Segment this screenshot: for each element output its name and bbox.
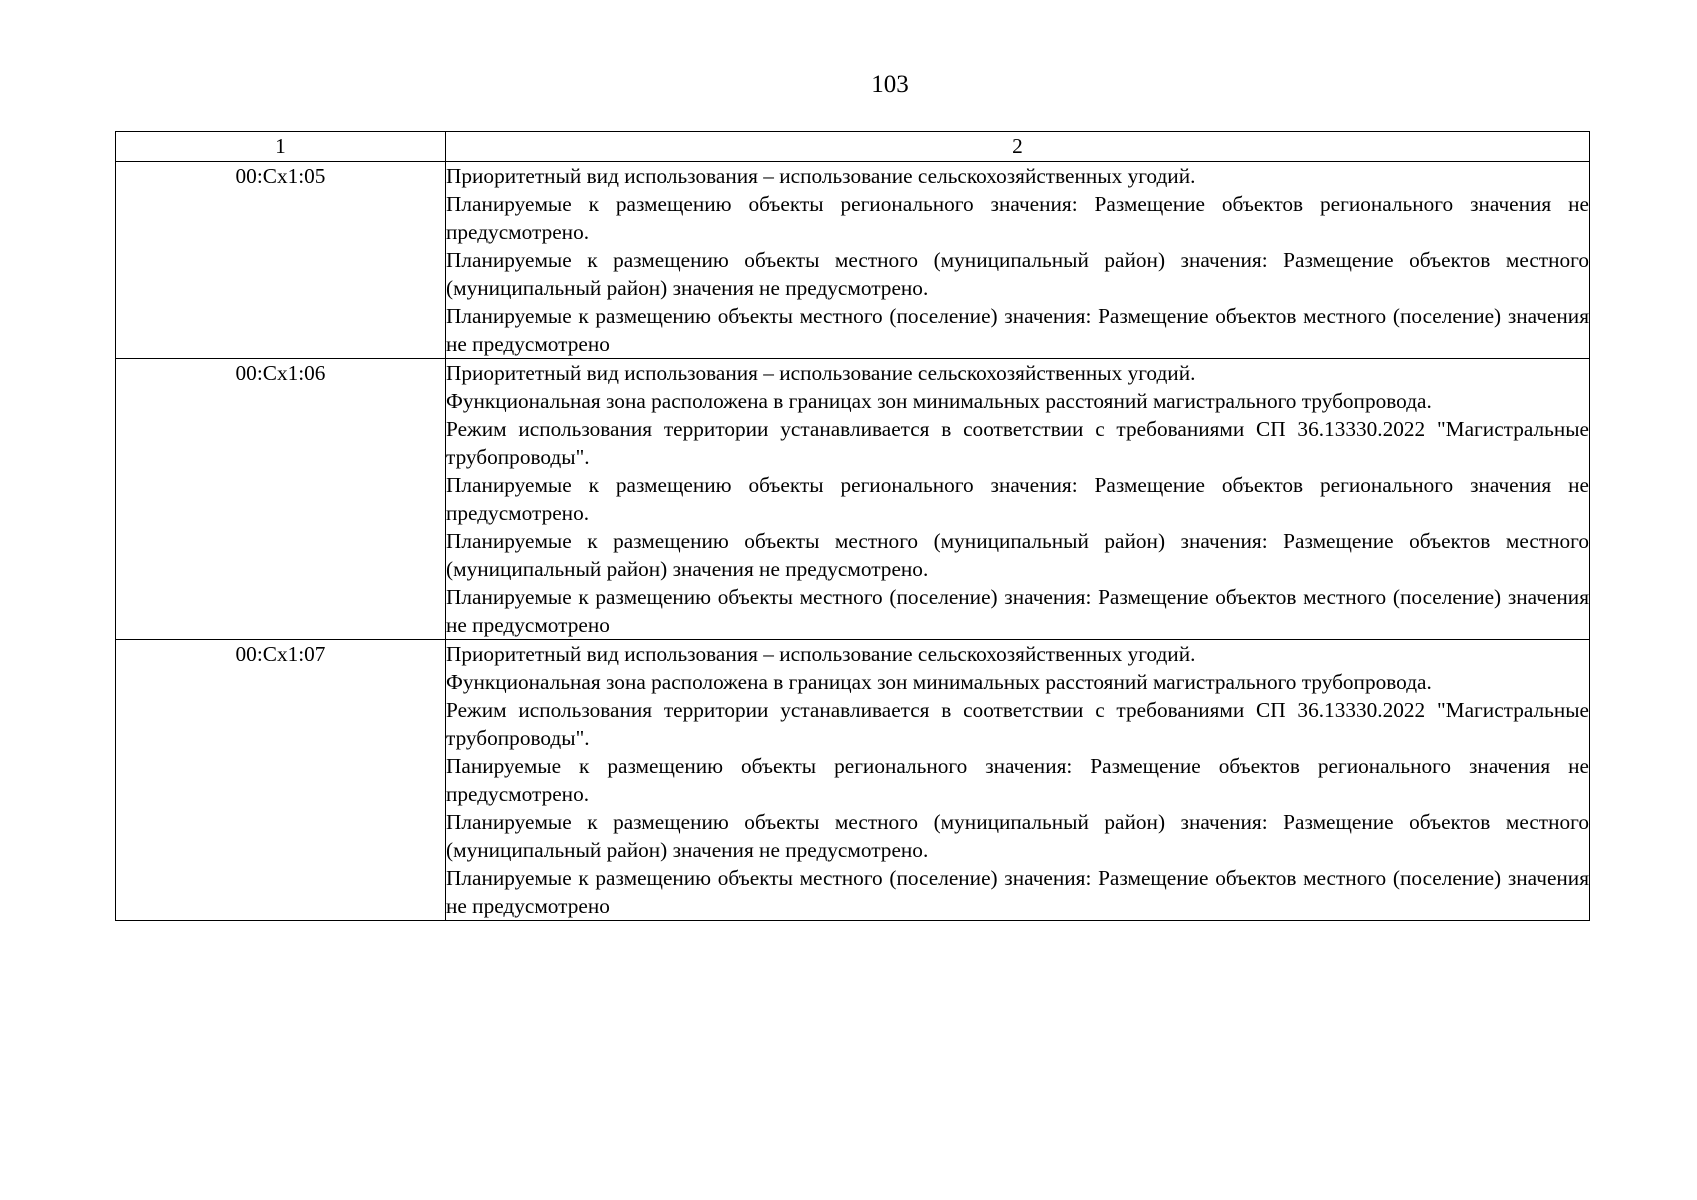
- table-row: [116, 162, 1590, 359]
- description-paragraph: Функциональная зона расположена в границах зон минимальных расстояний магистрального трубопровода.: [446, 389, 1432, 413]
- column-header-2: 2: [446, 132, 1590, 162]
- description-paragraph: Планируемые к размещению объекты местного (поселение) значения: Размещение объектов местного (поселение) значения не предусмотрено: [446, 585, 1589, 637]
- zone-code: 00:Cx1:05: [116, 162, 446, 359]
- table-row: [116, 359, 1590, 640]
- description-paragraph: Планируемые к размещению объекты местного (муниципальный район) значения: Размещение объектов местного (муниципальный район) значения не предусмотрено.: [446, 529, 1589, 581]
- page-number: 103: [871, 71, 909, 98]
- description-paragraph: Режим использования территории устанавливается в соответствии с требованиями СП 36.13330.2022 "Магистральные трубопроводы".: [446, 417, 1589, 469]
- zone-code: 00:Cx1:07: [116, 640, 446, 921]
- description-paragraph: Приоритетный вид использования – использование сельскохозяйственных угодий.: [446, 164, 1196, 188]
- zone-code: 00:Cx1:06: [116, 359, 446, 640]
- description-paragraph: Планируемые к размещению объекты местного (муниципальный район) значения: Размещение объектов местного (муниципальный район) значения не предусмотрено.: [446, 248, 1589, 300]
- description-paragraph: Планируемые к размещению объекты местного (поселение) значения: Размещение объектов местного (поселение) значения не предусмотрено: [446, 304, 1589, 356]
- description-paragraph: Планируемые к размещению объекты регионального значения: Размещение объектов регионального значения не предусмотрено.: [446, 192, 1589, 244]
- zone-description: [446, 162, 1590, 359]
- description-paragraph: Приоритетный вид использования – использование сельскохозяйственных угодий.: [446, 642, 1196, 666]
- zone-description: [446, 640, 1590, 921]
- description-paragraph: Панируемые к размещению объекты регионального значения: Размещение объектов регионального значения не предусмотрено.: [446, 754, 1589, 806]
- description-paragraph: Функциональная зона расположена в границах зон минимальных расстояний магистрального трубопровода.: [446, 670, 1432, 694]
- column-header-1: 1: [116, 132, 446, 162]
- description-paragraph: Режим использования территории устанавливается в соответствии с требованиями СП 36.13330.2022 "Магистральные трубопроводы".: [446, 698, 1589, 750]
- zones-table: [115, 131, 1590, 921]
- description-paragraph: Приоритетный вид использования – использование сельскохозяйственных угодий.: [446, 361, 1196, 385]
- description-paragraph: Планируемые к размещению объекты местного (муниципальный район) значения: Размещение объектов местного (муниципальный район) значения не предусмотрено.: [446, 810, 1589, 862]
- description-paragraph: Планируемые к размещению объекты местного (поселение) значения: Размещение объектов местного (поселение) значения не предусмотрено: [446, 866, 1589, 918]
- table-row: [116, 640, 1590, 921]
- table-header-row: [116, 132, 1590, 162]
- description-paragraph: Планируемые к размещению объекты регионального значения: Размещение объектов регионального значения не предусмотрено.: [446, 473, 1589, 525]
- zone-description: [446, 359, 1590, 640]
